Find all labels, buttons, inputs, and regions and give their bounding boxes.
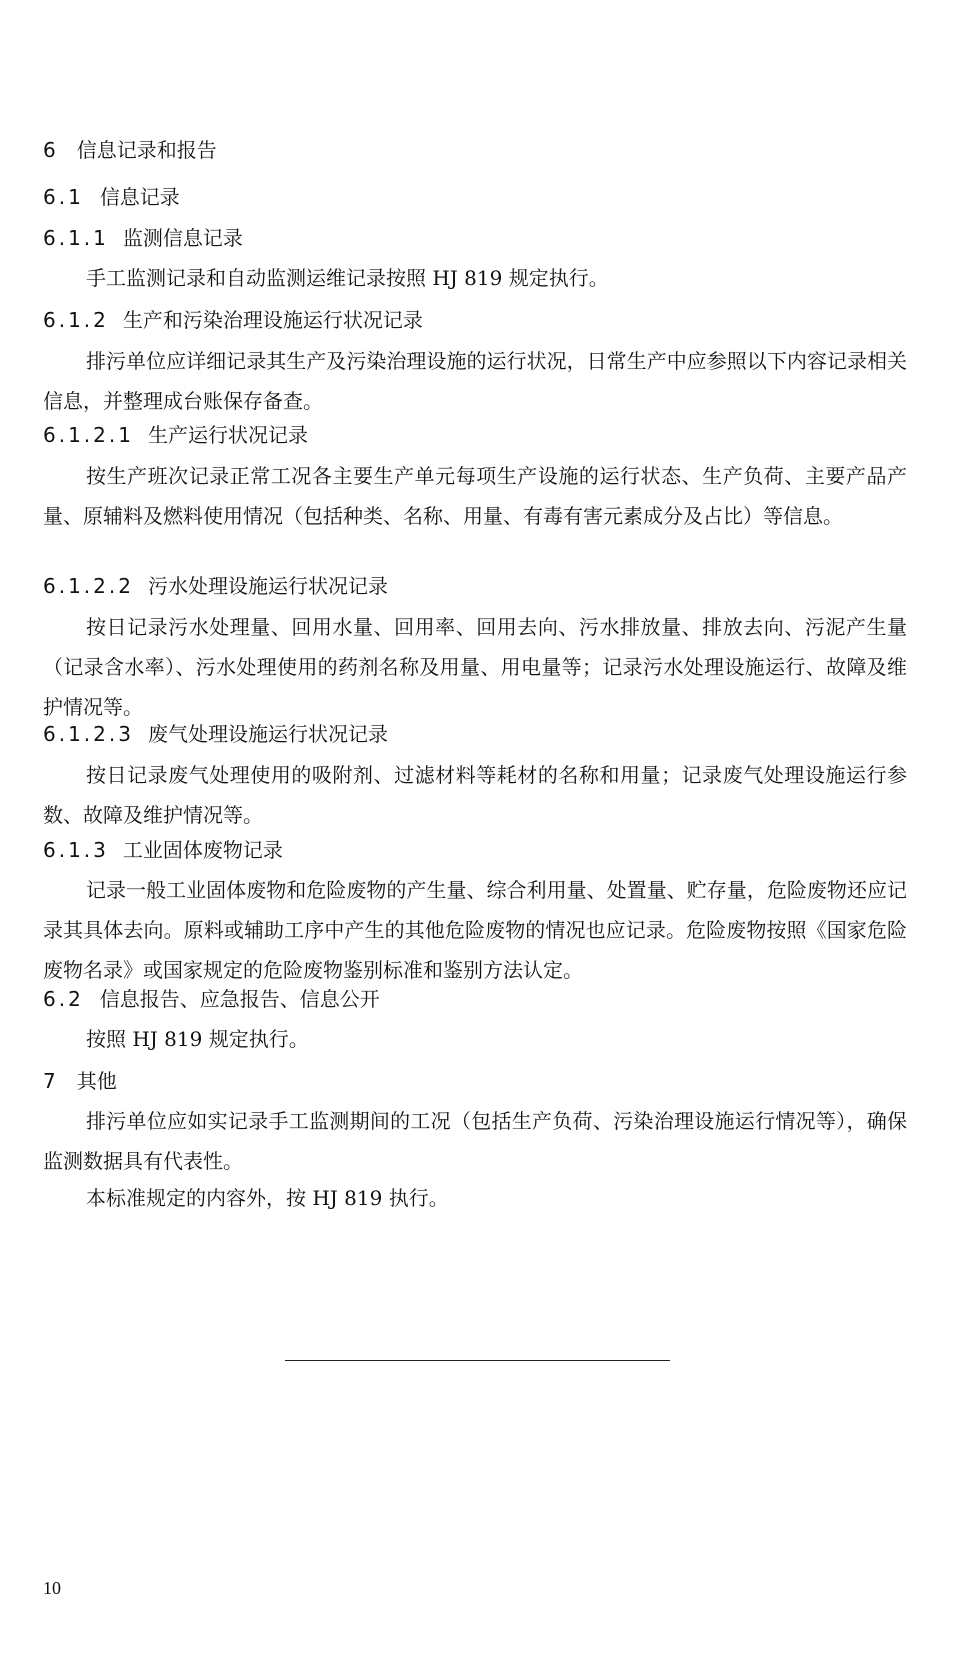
- end-rule: [285, 1360, 670, 1361]
- section-title: 废气处理设施运行状况记录: [147, 722, 388, 746]
- heading-6-1-3: [43, 836, 283, 864]
- heading-6-1-2-3: [43, 720, 388, 748]
- paragraph-6-2: 按照 HJ 819 规定执行。: [86, 1027, 309, 1051]
- section-number: 6.1.2.2: [43, 574, 134, 598]
- section-title: 生产运行状况记录: [147, 423, 308, 447]
- paragraph-6-1-2: 排污单位应详细记录其生产及污染治理设施的运行状况，日常生产中应参照以下内容记录相关信息，并整理成台账保存备查。: [43, 349, 907, 413]
- heading-7: [43, 1067, 117, 1095]
- paragraph-6-1-3: 记录一般工业固体废物和危险废物的产生量、综合利用量、处置量、贮存量，危险废物还应记录其具体去向。原料或辅助工序中产生的其他危险废物的情况也应记录。危险废物按照《国家危险废物名录》或国家规定的危险废物鉴别标准和鉴别方法认定。: [43, 878, 907, 982]
- section-number: 6.2: [43, 987, 84, 1011]
- section-title: 监测信息记录: [122, 226, 243, 250]
- paragraph-6-1-2-3: 按日记录废气处理使用的吸附剂、过滤材料等耗材的名称和用量；记录废气处理设施运行参数、故障及维护情况等。: [43, 763, 907, 827]
- section-title: 其他: [76, 1069, 117, 1093]
- paragraph-7-a: 排污单位应如实记录手工监测期间的工况（包括生产负荷、污染治理设施运行情况等），确保监测数据具有代表性。: [43, 1109, 907, 1173]
- paragraph-6-1-1: 手工监测记录和自动监测运维记录按照 HJ 819 规定执行。: [86, 266, 609, 290]
- paragraph-6-1-2-2: 按日记录污水处理量、回用水量、回用率、回用去向、污水排放量、排放去向、污泥产生量（记录含水率）、污水处理使用的药剂名称及用量、用电量等；记录污水处理设施运行、故障及维护情况等。: [43, 615, 907, 719]
- section-number: 6.1.1: [43, 226, 109, 250]
- paragraph-7-b: 本标准规定的内容外，按 HJ 819 执行。: [86, 1186, 449, 1210]
- section-number: 6.1.3: [43, 838, 109, 862]
- heading-6-1-1: [43, 224, 243, 252]
- section-title: 工业固体废物记录: [122, 838, 283, 862]
- heading-6-1: [43, 183, 180, 211]
- paragraph-6-1-2-1: 按生产班次记录正常工况各主要生产单元每项生产设施的运行状态、生产负荷、主要产品产量、原辅料及燃料使用情况（包括种类、名称、用量、有毒有害元素成分及占比）等信息。: [43, 464, 907, 528]
- section-number: 6: [43, 138, 59, 162]
- section-number: 7: [43, 1069, 59, 1093]
- heading-6-2: [43, 985, 380, 1013]
- section-title: 信息报告、应急报告、信息公开: [99, 987, 380, 1011]
- page-number: 10: [43, 1578, 61, 1598]
- section-number: 6.1.2.3: [43, 722, 134, 746]
- section-title: 污水处理设施运行状况记录: [147, 574, 388, 598]
- section-number: 6.1.2: [43, 308, 109, 332]
- heading-6: [43, 136, 217, 164]
- heading-6-1-2-1: [43, 421, 308, 449]
- section-title: 信息记录: [99, 185, 180, 209]
- section-title: 信息记录和报告: [76, 138, 217, 162]
- section-number: 6.1: [43, 185, 84, 209]
- section-number: 6.1.2.1: [43, 423, 134, 447]
- heading-6-1-2: [43, 306, 423, 334]
- heading-6-1-2-2: [43, 572, 388, 600]
- section-title: 生产和污染治理设施运行状况记录: [122, 308, 423, 332]
